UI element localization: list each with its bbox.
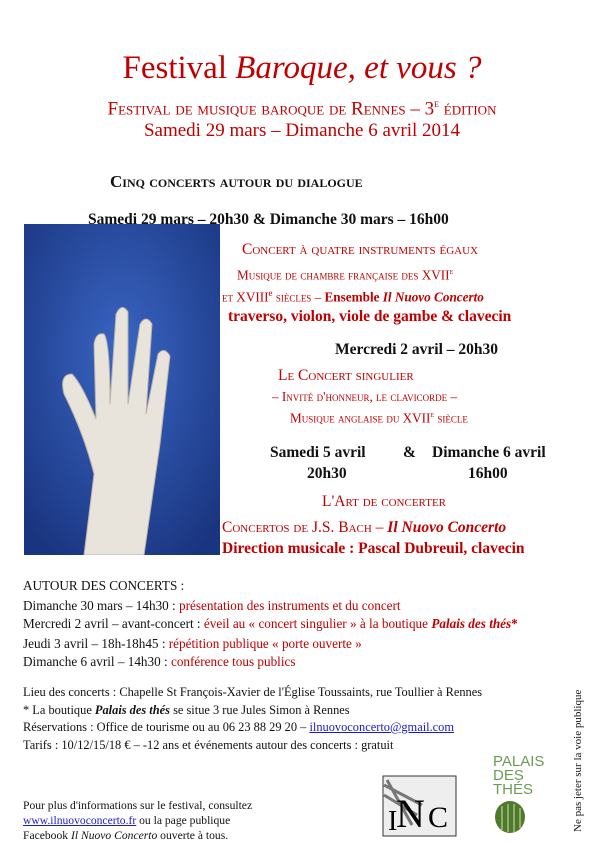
concert1-line2 [222, 288, 484, 305]
concert3-title: L'Art de concerter [322, 493, 446, 510]
what: répétition publique « porte ouverte » [168, 636, 362, 651]
l2ens: Ensemble [324, 289, 383, 305]
b-it: Palais des thés [94, 703, 170, 717]
festival-subtitle [0, 98, 604, 120]
concert3-line2: Direction musicale : Pascal Dubreuil, clavecin [222, 540, 525, 557]
concert2-line1: – Invité d'honneur, le clavicorde – [272, 389, 458, 404]
star: * [511, 616, 518, 631]
palais-des-thes-logo: PALAIS DES THÉS [493, 753, 545, 798]
concert3-time2: 16h00 [468, 465, 508, 482]
title-plain: Festival [122, 50, 227, 86]
festival-title [0, 50, 604, 87]
theme-heading: Cinq concerts autour du dialogue [110, 172, 363, 191]
l1: Musique de chambre française des XVII [237, 267, 450, 283]
title-italic: Baroque, et vous ? [235, 50, 482, 86]
concert3-date1: Samedi 5 avril [270, 444, 366, 461]
subtitle-sup: e [434, 98, 439, 110]
when: Dimanche 30 mars – 14h30 : [23, 598, 180, 613]
l2a: et XVIII [222, 289, 269, 305]
when: Dimanche 6 avril – 14h30 : [23, 654, 171, 669]
autour-item [23, 654, 295, 670]
autour-item [23, 636, 362, 652]
more3it: Il Nuovo Concerto [70, 829, 158, 842]
concert3-time1: 20h30 [307, 465, 347, 482]
hand-photo [24, 224, 220, 555]
festival-dates: Samedi 29 mars – Dimanche 6 avril 2014 [143, 120, 461, 141]
concert1-line1 [237, 266, 453, 283]
il-nuovo-concerto-logo [382, 775, 457, 837]
what: présentation des instruments et du concert [179, 598, 401, 613]
what: conférence tous publics [170, 654, 296, 669]
autour-heading: AUTOUR DES CONCERTS : [23, 578, 185, 593]
c3l1: Concertos de J.S. Bach – [222, 519, 388, 536]
autour-item [23, 616, 518, 632]
concert1-line3: traverso, violon, viole de gambe & clavecin [228, 308, 512, 325]
c3it: Il Nuovo Concerto [387, 519, 507, 536]
boutique-text [23, 703, 350, 718]
more3a: Facebook [23, 829, 71, 842]
reservation-text [23, 720, 454, 735]
what: éveil au « concert singulier » à la boutique [203, 616, 432, 631]
c2sup: e [430, 409, 435, 419]
when: Mercredi 2 avril – avant-concert : [23, 616, 204, 631]
more1: Pour plus d'informations sur le festival, consultez [23, 799, 253, 812]
concert2-date: Mercredi 2 avril – 20h30 [335, 341, 499, 358]
concert3-date2: Dimanche 6 avril [432, 444, 546, 461]
vertical-notice: Ne pas jeter sur la voie publique [572, 689, 584, 832]
b-a: * La boutique [23, 703, 95, 717]
l2sup: e [268, 288, 273, 298]
concert1-date: Samedi 29 mars – 20h30 & Dimanche 30 mars – 16h00 [88, 211, 449, 228]
b-b: se situe 3 rue Jules Simon à Rennes [169, 703, 350, 717]
email-link[interactable]: ilnuovoconcerto@gmail.com [309, 720, 455, 734]
l2it: Il Nuovo Concerto [382, 289, 484, 305]
c2end: siècle [434, 410, 468, 426]
subtitle-text: Festival de musique baroque de Rennes – 3 [107, 98, 435, 120]
concert1-title: Concert à quatre instruments égaux [242, 241, 479, 258]
what-italic: Palais des thés [431, 616, 512, 631]
resa: Réservations : Office de tourisme ou au 06 23 88 29 20 – [23, 720, 310, 734]
svg-text:N: N [396, 791, 425, 836]
more-info [23, 798, 291, 843]
lieu-text: Lieu des concerts : Chapelle St François-Xavier de l'Église Toussaints, rue Toullier à Rennes [23, 685, 483, 699]
l1sup: e [449, 266, 454, 276]
more3b: ouverte à tous. [157, 829, 229, 842]
svg-text:I: I [388, 806, 398, 837]
autour-item [23, 598, 401, 614]
concert3-amp: & [403, 444, 416, 461]
tarifs-text: Tarifs : 10/12/15/18 € – -12 ans et événements autour des concerts : gratuit [23, 738, 394, 752]
concert2-line2 [290, 409, 468, 426]
site-link[interactable]: www.ilnuovoconcerto.fr [23, 814, 137, 827]
c2l2: Musique anglaise du XVII [290, 410, 431, 426]
svg-text:C: C [428, 801, 449, 834]
palais-des-thes-emblem [494, 800, 526, 834]
when: Jeudi 3 avril – 18h-18h45 : [23, 636, 169, 651]
more2: ou la page publique [136, 814, 231, 827]
subtitle-end: édition [439, 98, 497, 120]
l2b: siècles – [272, 289, 325, 305]
concert3-line1 [222, 519, 506, 537]
concert2-title: Le Concert singulier [278, 367, 414, 384]
